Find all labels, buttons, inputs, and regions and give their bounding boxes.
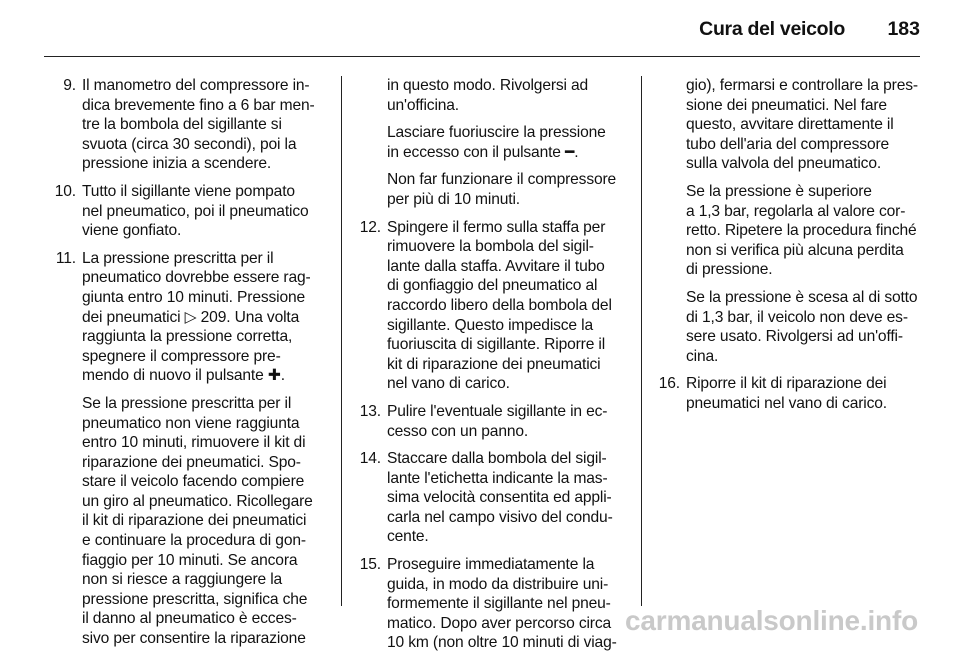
text-line: e continuare la procedura di gon- [82, 532, 306, 550]
text-line: svuota (circa 30 secondi), poi la [82, 135, 297, 153]
text-line: pressione inizia a scendere. [82, 155, 272, 173]
watermark: carmanualsonline.info [625, 605, 918, 636]
text-line: pressione prescritta, significa che [82, 590, 308, 608]
text-line: dei pneumatici ▷ 209. Una volta [82, 308, 300, 326]
text-line: pneumatici nel vano di carico. [686, 394, 887, 412]
text-line: pneumatico dovrebbe essere rag- [82, 269, 311, 287]
step-number: 11. [55, 249, 76, 267]
numbered-step [648, 374, 960, 413]
text-line: Se la pressione è superiore [686, 182, 872, 200]
step-number: 14. [359, 450, 381, 468]
text-line: sigillante. Questo impedisce la [387, 316, 593, 334]
step-number: 9. [63, 77, 76, 94]
text-line: Spingere il fermo sulla staffa per [387, 218, 606, 236]
text-line: formemente il sigillante nel pneu- [387, 595, 611, 613]
text-line: lante l'etichetta indicante la mas- [387, 469, 608, 487]
text-line: un giro al pneumatico. Ricollegare [82, 492, 313, 510]
text-line: nel vano di carico. [387, 375, 510, 393]
section-title: Cura del veicolo [699, 18, 845, 40]
numbered-step [44, 76, 336, 174]
numbered-step [44, 182, 336, 241]
text-line: in questo modo. Rivolgersi ad [387, 77, 589, 94]
paragraph [349, 123, 641, 162]
step-number: 12. [359, 218, 381, 236]
text-line: Tutto il sigillante viene pompato [82, 182, 295, 200]
text-line: spegnere il compressore pre- [82, 347, 281, 365]
paragraph [648, 182, 960, 280]
text-line: dica brevemente fino a 6 bar men- [82, 96, 315, 114]
step-number: 10. [54, 182, 76, 200]
page-number: 183 [887, 18, 920, 40]
text-line: La pressione prescritta per il [82, 249, 274, 267]
text-line: rimuovere la bombola del sigil- [387, 238, 594, 256]
column-divider-2 [641, 76, 642, 606]
numbered-step [44, 249, 336, 386]
text-line: giunta entro 10 minuti. Pressione [82, 288, 306, 306]
text-line: Il manometro del compressore in- [82, 77, 310, 94]
text-line: Se la pressione prescritta per il [82, 394, 292, 412]
text-line: sere usato. Rivolgersi ad un'offi- [686, 328, 903, 346]
text-line: cesso con un panno. [387, 422, 529, 440]
text-line: a 1,3 bar, regolarla al valore cor- [686, 202, 906, 220]
text-line: un'officina. [387, 96, 459, 114]
text-line: guida, in modo da distribuire uni- [387, 575, 609, 593]
text-line: Proseguire immediatamente la [387, 556, 595, 574]
text-line: Riporre il kit di riparazione dei [686, 375, 887, 393]
text-line: tubo dell'aria del compressore [686, 135, 890, 153]
text-column-1 [44, 76, 336, 657]
text-line: kit di riparazione dei pneumatici [387, 355, 601, 373]
text-column-2 [349, 76, 641, 661]
numbered-step [349, 449, 641, 547]
paragraph [648, 76, 960, 174]
text-line: pneumatico non viene raggiunta [82, 414, 300, 432]
text-line: carla nel campo visivo del condu- [387, 508, 613, 526]
paragraph [349, 170, 641, 209]
text-line: il kit di riparazione dei pneumatici [82, 512, 307, 530]
text-line: sulla valvola del pneumatico. [686, 155, 882, 173]
text-line: stare il veicolo facendo compiere [82, 473, 305, 491]
text-line: di pressione. [686, 261, 773, 279]
text-line: cina. [686, 347, 719, 365]
numbered-step [349, 218, 641, 394]
paragraph [648, 288, 960, 366]
text-line: mendo di nuovo il pulsante ✚. [82, 367, 285, 385]
text-line: fiaggio per 10 minuti. Se ancora [82, 551, 298, 569]
text-line: gio), fermarsi e controllare la pres- [686, 77, 918, 94]
text-line: lante dalla staffa. Avvitare il tubo [387, 257, 605, 275]
text-line: Pulire l'eventuale sigillante in ec- [387, 402, 608, 420]
text-column-3 [648, 76, 960, 422]
text-line: fuoriuscita di sigillante. Riporre il [387, 336, 606, 354]
text-line: Se la pressione è scesa al di sotto [686, 288, 918, 306]
text-line: 10 km (non oltre 10 minuti di viag- [387, 634, 617, 652]
text-line: per più di 10 minuti. [387, 190, 520, 208]
text-line: sima velocità consentita ed appli- [387, 489, 612, 507]
step-number: 15. [359, 556, 381, 574]
text-line: di 1,3 bar, il veicolo non deve es- [686, 308, 908, 326]
paragraph [349, 76, 641, 115]
text-line: entro 10 minuti, rimuovere il kit di [82, 434, 306, 452]
text-line: Lasciare fuoriuscire la pressione [387, 124, 606, 142]
text-line: nel pneumatico, poi il pneumatico [82, 202, 309, 220]
text-line: tre la bombola del sigillante si [82, 116, 282, 134]
text-line: riparazione dei pneumatici. Spo- [82, 453, 301, 471]
text-line: retto. Ripetere la procedura finché [686, 222, 917, 240]
numbered-step [349, 555, 641, 653]
text-line: Non far funzionare il compressore [387, 171, 617, 189]
text-line: sivo per consentire la riparazione [82, 630, 306, 648]
text-line: Staccare dalla bombola del sigil- [387, 450, 607, 468]
text-line: raccordo libero della bombola del [387, 296, 612, 314]
page-header [0, 0, 960, 62]
text-line: raggiunta la pressione corretta, [82, 328, 293, 346]
paragraph [44, 394, 336, 649]
step-number: 16. [658, 375, 680, 393]
text-line: in eccesso con il pulsante ━. [387, 143, 579, 161]
text-line: di gonfiaggio del pneumatico al [387, 277, 598, 295]
text-line: viene gonfiato. [82, 222, 182, 240]
column-divider-1 [341, 76, 342, 606]
header-rule [44, 56, 920, 57]
text-line: sione dei pneumatici. Nel fare [686, 96, 887, 114]
text-line: non si riesce a raggiungere la [82, 571, 283, 589]
text-line: questo, avvitare direttamente il [686, 116, 894, 134]
text-line: cente. [387, 528, 429, 546]
text-line: non si verifica più alcuna perdita [686, 241, 904, 259]
text-line: il danno al pneumatico è ecces- [82, 610, 297, 628]
numbered-step [349, 402, 641, 441]
step-number: 13. [359, 402, 381, 420]
text-line: matico. Dopo aver percorso circa [387, 614, 611, 632]
